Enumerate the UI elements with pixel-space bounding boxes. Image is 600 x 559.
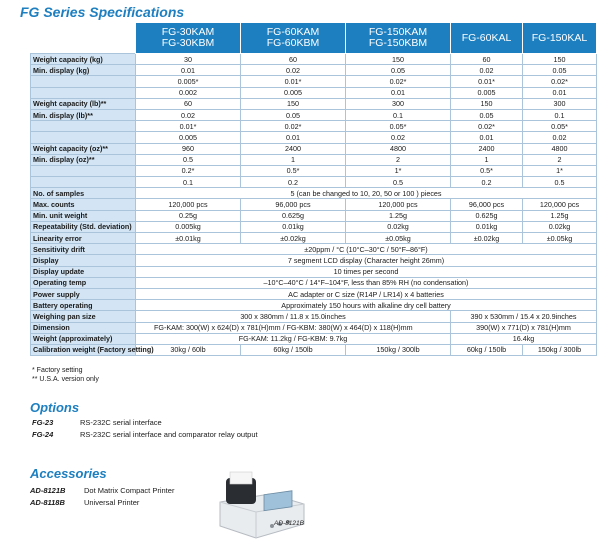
table-cell: 0.01kg [241, 221, 346, 232]
options-title: Options [30, 400, 80, 415]
table-cell: 0.625g [241, 210, 346, 221]
table-cell: 30 [136, 54, 241, 65]
row-label [31, 121, 136, 132]
table-cell: 0.01* [451, 76, 523, 87]
table-cell: 0.02 [346, 132, 451, 143]
table-row [31, 277, 597, 288]
table-cell: 120,000 pcs [346, 199, 451, 210]
row-label [31, 165, 136, 176]
table-cell: 0.02 [523, 132, 597, 143]
table-cell: 1 [241, 154, 346, 165]
table-cell: 150 [451, 98, 523, 109]
table-cell: 5 (can be changed to 10, 20, 50 or 100 ) pieces [136, 188, 597, 199]
row-label: Dimension [31, 322, 136, 333]
model-name: FG-150KAM [368, 26, 428, 38]
table-cell: 2 [523, 154, 597, 165]
table-cell: 0.005 [451, 87, 523, 98]
model-name: FG-150KBM [368, 37, 428, 49]
spec-table [30, 22, 597, 356]
table-cell: 120,000 pcs [523, 199, 597, 210]
row-label: Weight capacity (lb)** [31, 98, 136, 109]
row-label [31, 132, 136, 143]
row-label: Sensitivity drift [31, 244, 136, 255]
table-cell: 300 x 380mm / 11.8 x 15.0inches [136, 311, 451, 322]
table-cell: 0.01 [241, 132, 346, 143]
model-name: FG-60KAL [461, 31, 512, 44]
table-cell: 0.005kg [136, 221, 241, 232]
row-label: Min. display (kg) [31, 65, 136, 76]
table-cell: 2400 [241, 143, 346, 154]
table-row [31, 76, 597, 87]
table-cell: 300 [523, 98, 597, 109]
row-label: Display [31, 255, 136, 266]
table-row [31, 65, 597, 76]
table-cell: 4800 [523, 143, 597, 154]
model-header [136, 23, 241, 54]
table-cell: 1.25g [523, 210, 597, 221]
page-title: FG Series Specifications [20, 4, 185, 20]
option-item [32, 430, 258, 439]
table-row [31, 177, 597, 188]
row-label [31, 177, 136, 188]
table-cell: FG-KAM: 11.2kg / FG-KBM: 9.7kg [136, 333, 451, 344]
table-cell: AC adapter or C size (R14P / LR14) x 4 batteries [136, 288, 597, 299]
table-cell: 0.1 [136, 177, 241, 188]
table-row [31, 188, 597, 199]
table-cell: 0.05 [346, 65, 451, 76]
table-cell: 150 [523, 54, 597, 65]
table-row [31, 266, 597, 277]
table-cell: 150kg / 300lb [523, 344, 597, 355]
table-row [31, 54, 597, 65]
table-cell: 1* [346, 165, 451, 176]
table-cell: 0.2* [136, 165, 241, 176]
table-row [31, 221, 597, 232]
row-label: Min. display (oz)** [31, 154, 136, 165]
table-row [31, 154, 597, 165]
table-cell: 60kg / 150lb [241, 344, 346, 355]
table-cell: 390 x 530mm / 15.4 x 20.9inches [451, 311, 597, 322]
table-cell: 0.02* [523, 76, 597, 87]
row-label: Linearity error [31, 233, 136, 244]
table-cell: 30kg / 60lb [136, 344, 241, 355]
table-cell: 0.2 [451, 177, 523, 188]
row-label: Weight (approximately) [31, 333, 136, 344]
table-cell: 0.01 [523, 87, 597, 98]
accessory-item [30, 486, 174, 495]
model-header [523, 23, 597, 54]
table-cell: 2 [346, 154, 451, 165]
table-cell: 0.625g [451, 210, 523, 221]
table-cell: 0.5 [136, 154, 241, 165]
table-cell: 300 [346, 98, 451, 109]
table-cell: 0.05 [523, 65, 597, 76]
table-cell: 390(W) x 771(D) x 781(H)mm [451, 322, 597, 333]
row-label [31, 87, 136, 98]
table-row [31, 255, 597, 266]
printer-image [212, 466, 308, 542]
table-cell: 0.05* [346, 121, 451, 132]
printer-caption: AD-8121B [274, 520, 304, 527]
accessories-title: Accessories [30, 466, 107, 481]
model-name: FG-150KAL [531, 31, 588, 44]
row-label: Weight capacity (oz)** [31, 143, 136, 154]
table-cell: 60kg / 150lb [451, 344, 523, 355]
option-desc: RS-232C serial interface [80, 418, 162, 427]
table-cell: 0.02* [346, 76, 451, 87]
table-cell: 120,000 pcs [136, 199, 241, 210]
table-cell: 0.5 [523, 177, 597, 188]
table-cell: 0.01kg [451, 221, 523, 232]
table-row [31, 143, 597, 154]
option-code: FG-23 [32, 418, 54, 427]
table-row [31, 132, 597, 143]
footnote-factory: * Factory setting [32, 367, 83, 374]
model-header [451, 23, 523, 54]
table-cell: 4800 [346, 143, 451, 154]
row-label: Display update [31, 266, 136, 277]
table-cell: 16.4kg [451, 333, 597, 344]
table-cell: 0.05 [241, 109, 346, 120]
table-cell: 1* [523, 165, 597, 176]
table-row [31, 121, 597, 132]
row-label: Weighing pan size [31, 311, 136, 322]
table-cell: 150 [241, 98, 346, 109]
table-row [31, 87, 597, 98]
table-cell: ±0.02kg [451, 233, 523, 244]
table-cell: 0.05 [451, 109, 523, 120]
row-label: Operating temp [31, 277, 136, 288]
table-cell: 0.005 [136, 132, 241, 143]
table-cell: 0.5* [241, 165, 346, 176]
table-cell: Approximately 150 hours with alkaline dry cell battery [136, 300, 597, 311]
table-cell: 0.02kg [346, 221, 451, 232]
row-label: Battery operating [31, 300, 136, 311]
table-cell: 96,000 pcs [241, 199, 346, 210]
model-name: FG-30KAM [161, 26, 215, 38]
table-cell: 1.25g [346, 210, 451, 221]
table-cell: 0.02* [241, 121, 346, 132]
table-cell: 1 [451, 154, 523, 165]
row-label: No. of samples [31, 188, 136, 199]
model-name: FG-60KBM [266, 37, 320, 49]
table-cell: ±20ppm / °C (10°C–30°C / 50°F–86°F) [136, 244, 597, 255]
table-row [31, 333, 597, 344]
accessory-desc: Universal Printer [84, 498, 140, 507]
table-row [31, 322, 597, 333]
table-cell: 10 times per second [136, 266, 597, 277]
table-row [31, 109, 597, 120]
row-label: Power supply [31, 288, 136, 299]
table-cell: 0.01 [136, 65, 241, 76]
table-cell: 0.002 [136, 87, 241, 98]
table-row [31, 244, 597, 255]
model-name: FG-60KAM [266, 26, 320, 38]
table-cell: 0.005* [136, 76, 241, 87]
table-row [31, 199, 597, 210]
table-cell: ±0.01kg [136, 233, 241, 244]
table-row [31, 300, 597, 311]
footnote-usa: ** U.S.A. version only [32, 376, 99, 383]
header-row [31, 23, 597, 54]
table-cell: 0.02 [136, 109, 241, 120]
row-label: Calibration weight (Factory setting) [31, 344, 136, 355]
option-item [32, 418, 162, 427]
table-cell: 2400 [451, 143, 523, 154]
table-cell: 0.5 [346, 177, 451, 188]
table-cell: 150kg / 300lb [346, 344, 451, 355]
table-cell: 7 segment LCD display (Character height 26mm) [136, 255, 597, 266]
model-header [346, 23, 451, 54]
row-label: Min. display (lb)** [31, 109, 136, 120]
table-cell: 0.02* [451, 121, 523, 132]
row-label: Min. unit weight [31, 210, 136, 221]
accessory-code: AD-8118B [30, 498, 65, 507]
table-cell: 96,000 pcs [451, 199, 523, 210]
option-code: FG-24 [32, 430, 54, 439]
table-cell: 0.2 [241, 177, 346, 188]
table-cell: ±0.02kg [241, 233, 346, 244]
accessory-item [30, 498, 139, 507]
table-cell: 150 [346, 54, 451, 65]
row-label: Repeatability (Std. deviation) [31, 221, 136, 232]
table-row [31, 344, 597, 355]
option-desc: RS-232C serial interface and comparator relay output [80, 430, 258, 439]
table-cell: 0.5* [451, 165, 523, 176]
accessory-code: AD-8121B [30, 486, 66, 495]
model-header [241, 23, 346, 54]
table-cell: 0.01* [136, 121, 241, 132]
table-row [31, 165, 597, 176]
table-cell: 0.25g [136, 210, 241, 221]
table-cell: 0.1 [346, 109, 451, 120]
row-label: Max. counts [31, 199, 136, 210]
table-cell: 0.02 [241, 65, 346, 76]
table-cell: 0.05* [523, 121, 597, 132]
table-row [31, 311, 597, 322]
table-cell: 0.01* [241, 76, 346, 87]
table-cell: 960 [136, 143, 241, 154]
table-cell: ±0.05kg [523, 233, 597, 244]
table-cell: 0.02kg [523, 221, 597, 232]
table-cell: FG-KAM: 300(W) x 624(D) x 781(H)mm / FG-KBM: 380(W) x 464(D) x 118(H)mm [136, 322, 451, 333]
table-row [31, 233, 597, 244]
table-row [31, 98, 597, 109]
row-label: Weight capacity (kg) [31, 54, 136, 65]
model-name: FG-30KBM [161, 37, 215, 49]
table-cell: 0.01 [346, 87, 451, 98]
header-blank [31, 23, 136, 54]
table-cell: –10°C–40°C / 14°F–104°F, less than 85% RH (no condensation) [136, 277, 597, 288]
table-cell: 60 [136, 98, 241, 109]
table-cell: 0.005 [241, 87, 346, 98]
table-cell: 0.1 [523, 109, 597, 120]
table-cell: 60 [241, 54, 346, 65]
footnotes [32, 366, 99, 384]
table-cell: 0.02 [451, 65, 523, 76]
table-row [31, 288, 597, 299]
table-cell: 60 [451, 54, 523, 65]
table-cell: 0.01 [451, 132, 523, 143]
table-row [31, 210, 597, 221]
row-label [31, 76, 136, 87]
table-cell: ±0.05kg [346, 233, 451, 244]
accessory-desc: Dot Matrix Compact Printer [84, 486, 175, 495]
